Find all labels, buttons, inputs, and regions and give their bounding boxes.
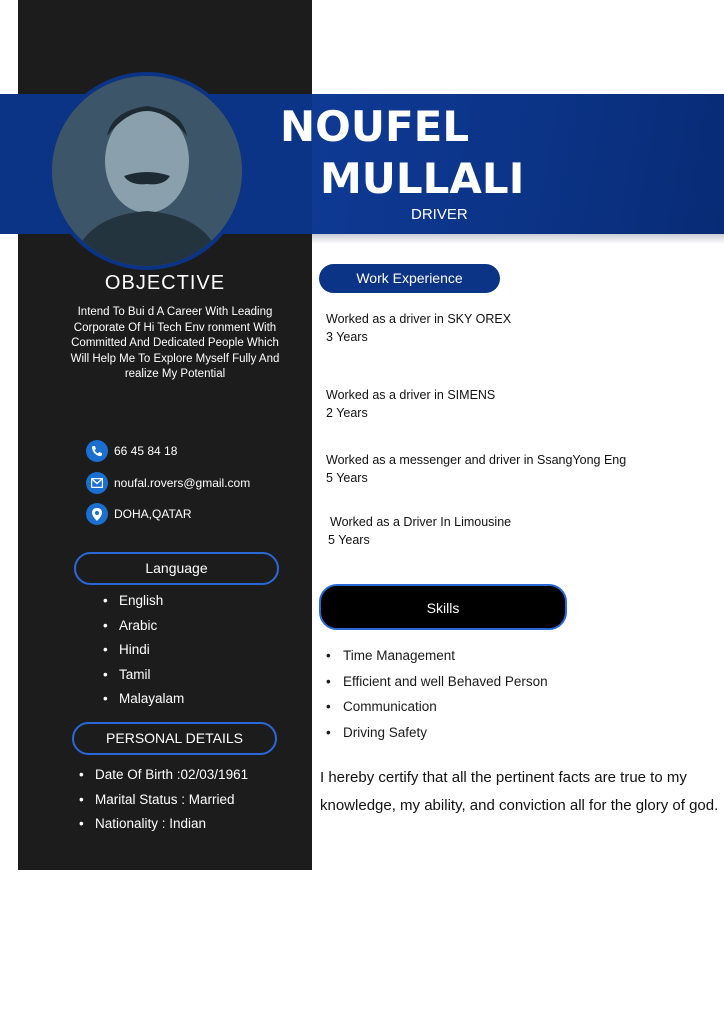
job-role: Worked as a driver in SIMENS bbox=[326, 388, 496, 402]
list-item: • Malayalam bbox=[103, 691, 184, 716]
objective-text: Intend To Bui d A Career With Leading Corporate Of Hi Tech Env ronment With Committed And Dedicated People Which Will Help Me To Explore Myself Fully And realize My Potential bbox=[70, 306, 280, 380]
job-entry bbox=[326, 386, 495, 422]
list-item: • Communication bbox=[326, 699, 548, 725]
job-entry bbox=[326, 310, 511, 346]
job-title: DRIVER bbox=[411, 206, 468, 223]
header-banner-shadow bbox=[312, 234, 724, 244]
first-name: NOUFEL bbox=[280, 102, 470, 151]
location-pin-icon bbox=[86, 503, 108, 525]
list-item: • Nationality : Indian bbox=[79, 816, 248, 841]
job-entry bbox=[328, 513, 511, 549]
job-role: Worked as a messenger and driver in SsangYong Eng bbox=[326, 453, 627, 467]
profile-photo bbox=[48, 72, 246, 270]
email-icon bbox=[86, 472, 108, 494]
contact-phone bbox=[86, 440, 177, 462]
contact-location bbox=[86, 503, 192, 525]
list-item: • Date Of Birth :02/03/1961 bbox=[79, 767, 248, 792]
job-duration: 3 Years bbox=[326, 330, 368, 344]
declaration-text: I hereby certify that all the pertinent facts are true to my knowledge, my ability, and conviction all for the glory of god. bbox=[320, 769, 719, 814]
list-item: • Driving Safety bbox=[326, 725, 548, 751]
list-item: • Efficient and well Behaved Person bbox=[326, 674, 548, 700]
job-role: Worked as a driver in SKY OREX bbox=[326, 312, 512, 326]
list-item: • Time Management bbox=[326, 648, 548, 674]
list-item: • English bbox=[103, 593, 184, 618]
skills-list bbox=[326, 648, 548, 750]
phone-icon bbox=[86, 440, 108, 462]
phone-number: 66 45 84 18 bbox=[114, 444, 178, 458]
personal-details-list bbox=[79, 767, 248, 841]
list-item: • Arabic bbox=[103, 618, 184, 643]
language-heading: Language bbox=[74, 552, 279, 585]
job-duration: 5 Years bbox=[328, 533, 370, 547]
work-experience-heading: Work Experience bbox=[319, 264, 500, 293]
location-text: DOHA,QATAR bbox=[114, 507, 192, 521]
job-duration: 5 Years bbox=[326, 471, 368, 485]
list-item: • Hindi bbox=[103, 642, 184, 667]
objective-heading: OBJECTIVE bbox=[104, 272, 226, 294]
email-address[interactable]: noufal.rovers@gmail.com bbox=[114, 476, 251, 490]
personal-details-heading: PERSONAL DETAILS bbox=[72, 722, 277, 755]
job-duration: 2 Years bbox=[326, 406, 368, 420]
contact-email bbox=[86, 472, 250, 494]
list-item: • Tamil bbox=[103, 667, 184, 692]
last-name: MULLALI bbox=[320, 154, 525, 203]
person-silhouette-icon bbox=[52, 76, 242, 266]
job-role: Worked as a Driver In Limousine bbox=[330, 515, 512, 529]
list-item: • Marital Status : Married bbox=[79, 792, 248, 817]
skills-heading: Skills bbox=[319, 584, 567, 630]
language-list bbox=[103, 593, 184, 716]
job-entry bbox=[326, 451, 626, 487]
